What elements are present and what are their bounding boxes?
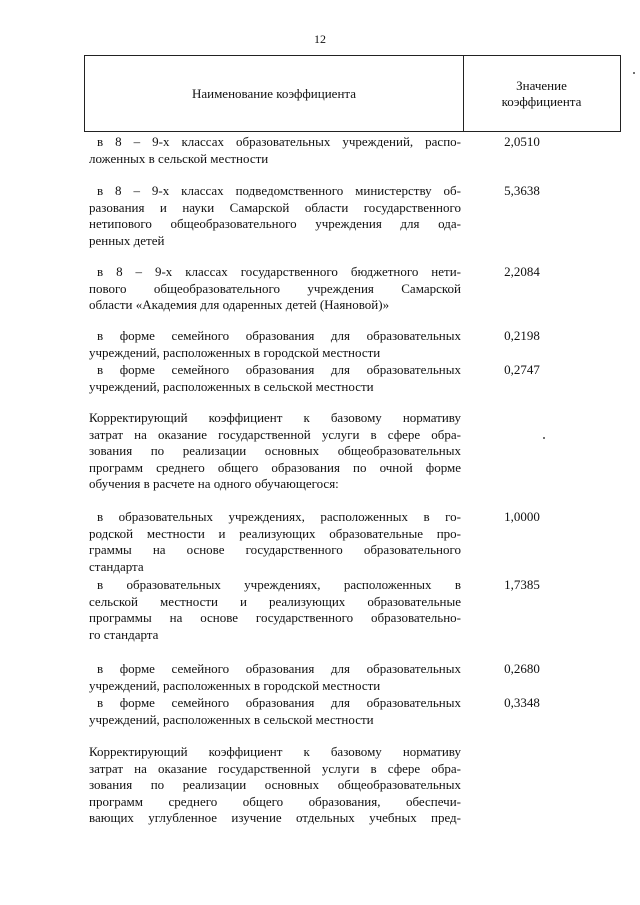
coefficient-value: 2,2084 <box>504 264 540 279</box>
row-line: стандарта <box>89 558 144 574</box>
row-line: граммы на основе государственного образовательного <box>89 542 461 557</box>
row-line: родской местности и реализующих образовательные про- <box>89 525 461 541</box>
table-header <box>84 55 621 132</box>
header-value-column <box>463 56 620 131</box>
row-line: Корректирующий коэффициент к базовому нормативу <box>89 744 461 759</box>
row-line: учреждений, расположенных в сельской местности <box>89 711 374 727</box>
coefficient-row <box>89 661 461 694</box>
row-line: учреждений, расположенных в сельской местности <box>89 378 374 394</box>
coefficient-value: 2,0510 <box>504 134 540 149</box>
row-line: в форме семейного образования для образовательных <box>97 362 461 377</box>
header-value-line1: Значение <box>516 77 567 93</box>
coefficient-value: 1,0000 <box>504 509 540 524</box>
row-line: пового общеобразовательного учреждения Самарской <box>89 280 461 296</box>
scan-speck <box>633 72 635 74</box>
header-name-column: Наименование коэффициента <box>191 85 357 101</box>
coefficient-value: 0,2680 <box>504 661 540 676</box>
row-line: в образовательных учреждениях, расположенных в го- <box>97 509 461 524</box>
row-line: вающих углубленное изучение отдельных учебных пред- <box>89 810 461 825</box>
coefficient-row <box>89 264 461 314</box>
coefficient-value: 5,3638 <box>504 183 540 198</box>
row-line: затрат на оказание государственной услуги в сфере обра- <box>89 760 461 776</box>
scan-speck <box>543 437 545 439</box>
row-line: учреждений, расположенных в городской местности <box>89 677 381 693</box>
row-line: зования по реализации основных общеобразовательных <box>89 777 461 792</box>
coefficient-value: 0,2747 <box>504 362 540 377</box>
coefficient-value: 1,7385 <box>504 577 540 592</box>
row-line: в форме семейного образования для образовательных <box>97 328 461 343</box>
header-value-line2: коэффициента <box>501 93 582 109</box>
page-number: 12 <box>314 32 326 46</box>
coefficient-section-heading <box>89 744 461 827</box>
row-line: сельской местности и реализующих образовательные <box>89 593 461 609</box>
row-line: программы на основе государственного образовательно- <box>89 610 461 625</box>
row-line: учреждений, расположенных в городской местности <box>89 344 381 360</box>
row-line: в форме семейного образования для образовательных <box>97 695 461 710</box>
row-line: го стандарта <box>89 626 159 642</box>
coefficient-row <box>89 183 461 249</box>
row-line: Корректирующий коэффициент к базовому нормативу <box>89 410 461 425</box>
coefficient-row <box>89 134 461 167</box>
row-line: ложенных в сельской местности <box>89 150 269 166</box>
coefficient-value: 0,2198 <box>504 328 540 343</box>
row-line: в 8 – 9-х классах подведомственного министерству об- <box>97 183 461 198</box>
coefficient-row <box>89 695 461 728</box>
coefficient-row <box>89 362 461 395</box>
coefficient-value: 0,3348 <box>504 695 540 710</box>
row-line: затрат на оказание государственной услуги в сфере обра- <box>89 426 461 442</box>
row-line: ренных детей <box>89 232 165 248</box>
row-line: в 8 – 9-х классах государственного бюджетного нети- <box>97 264 461 279</box>
row-line: программ среднего общего образования, обеспечи- <box>89 793 461 809</box>
row-line: области «Академия для одаренных детей (Наяновой)» <box>89 297 390 312</box>
row-line: в 8 – 9-х классах образовательных учреждений, распо- <box>97 134 461 149</box>
coefficient-row <box>89 577 461 643</box>
row-line: программ среднего общего образования по очной форме <box>89 459 461 475</box>
row-line: в образовательных учреждениях, расположенных в <box>97 577 461 592</box>
coefficient-section-heading <box>89 410 461 493</box>
row-line: зования по реализации основных общеобразовательных <box>89 443 461 458</box>
coefficient-row <box>89 328 461 361</box>
row-line: разования и науки Самарской области государственного <box>89 199 461 215</box>
row-line: нетипового общеобразовательного учреждения для ода- <box>89 216 461 231</box>
row-line: обучения в расчете на одного обучающегося: <box>89 476 339 491</box>
row-line: в форме семейного образования для образовательных <box>97 661 461 676</box>
coefficient-row <box>89 509 461 575</box>
